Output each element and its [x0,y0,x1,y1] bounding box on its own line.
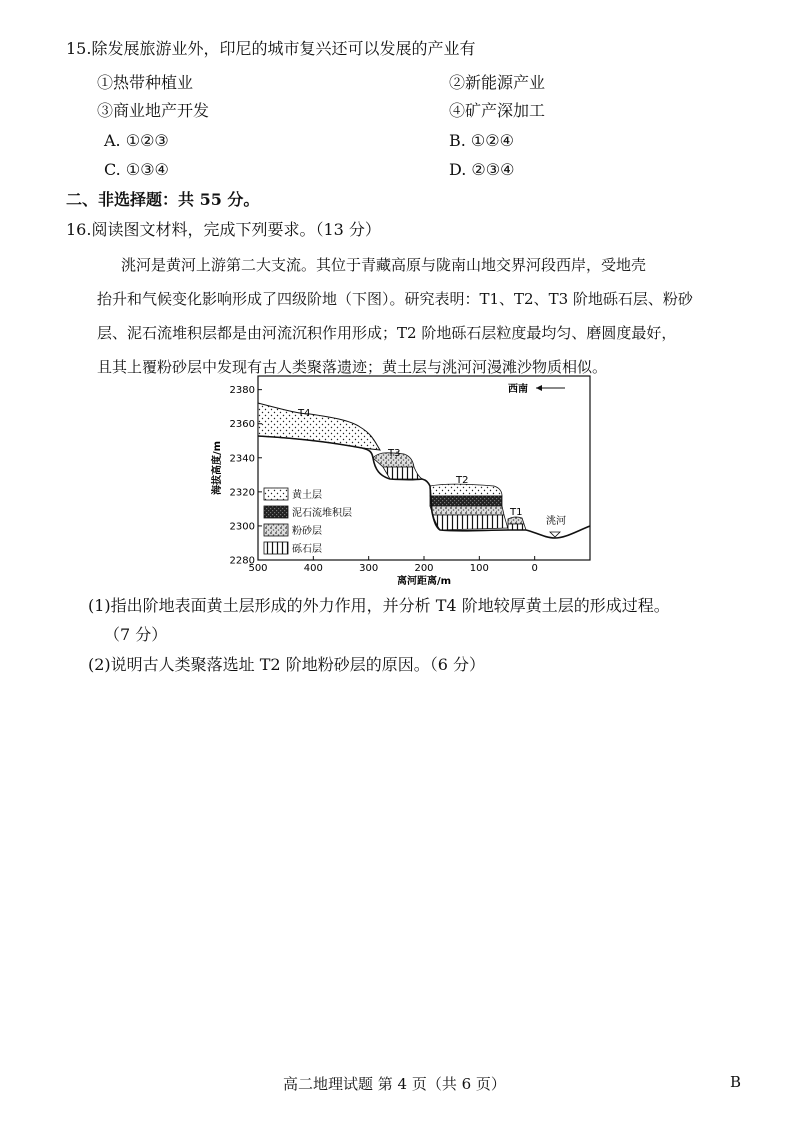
t1-gravel [508,524,526,530]
legend-swatch-gravel [264,542,288,554]
q15-option-1: ①热带种植业 [97,73,194,92]
y-tick-label: 2380 [229,385,255,397]
t2-silt [430,506,504,515]
x-tick-label: 400 [303,563,323,574]
y-tick-label: 2340 [229,453,255,465]
q15-choice-d: D. ②③④ [449,160,515,179]
y-tick-label: 2300 [229,521,255,533]
x-tick-label: 300 [359,563,379,574]
legend-label: 泥石流堆积层 [292,508,352,519]
y-tick-label: 2360 [229,419,255,431]
x-tick-label: 500 [248,563,268,574]
q15-option-3: ③商业地产开发 [97,101,210,120]
q16-sub1-score: （7 分） [104,625,168,644]
q15-option-4: ④矿产深加工 [449,101,546,120]
q15-choice-b: B. ①②④ [449,131,514,150]
legend-label: 黄土层 [292,490,322,501]
q15-choice-a: A. ①②③ [104,131,169,150]
river-label: 洮河 [546,516,566,527]
t2-debris [430,496,502,506]
y-tick-label: 2280 [229,555,255,567]
legend-swatch-silt [264,524,288,536]
y-tick-label: 2320 [229,487,255,499]
x-axis-label: 离河距离/m [396,576,452,587]
y-axis [230,385,262,566]
q16-sub1: (1)指出阶地表面黄土层形成的外力作用，并分析 T4 阶地较厚黄土层的形成过程。 [88,596,670,615]
q16-stem: 16.阅读图文材料，完成下列要求。（13 分） [66,220,381,239]
section-heading: 二、非选择题：共 55 分。 [66,190,260,209]
legend-label: 粉砂层 [292,526,322,537]
material-line: 抬升和气候变化影响形成了四级阶地（下图）。研究表明：T1、T2、T3 阶地砾石层、粉砂 [97,290,693,308]
t2-gravel [433,515,508,530]
direction-label: 西南 [508,384,528,395]
x-tick-label: 200 [414,563,434,574]
material-line: 洮河是黄河上游第二大支流。其位于青藏高原与陇南山地交界河段西岸，受地壳 [121,256,647,274]
legend-swatch-loess [264,488,288,500]
terrace-diagram [210,372,600,592]
page-footer: 高二地理试题 第 4 页（共 6 页） [283,1075,506,1093]
legend-label: 砾石层 [292,544,322,555]
terrace-label-t3: T3 [388,448,401,459]
q16-material [97,248,747,384]
x-tick-label: 0 [531,563,538,574]
terrace-label-t2: T2 [456,475,469,486]
q15-choice-c: C. ①③④ [104,160,169,179]
terrace-label-t1: T1 [510,507,523,518]
paper-version: B [730,1073,742,1091]
legend-swatch-debris [264,506,288,518]
x-tick-label: 100 [469,563,489,574]
material-line: 且其上覆粉砂层中发现有古人类聚落遗迹；黄土层与洮河河漫滩沙物质相似。 [97,358,608,376]
q15-option-2: ②新能源产业 [449,73,546,92]
y-axis-label: 海拔高度/m [212,440,223,496]
q16-sub2: (2)说明古人类聚落选址 T2 阶地粉砂层的原因。（6 分） [88,655,485,674]
terrace-label-t4: T4 [298,408,311,419]
material-line: 层、泥石流堆积层都是由河流沉积作用形成；T2 阶地砾石层粒度最均匀、磨圆度最好， [97,324,677,342]
q15-stem: 15.除发展旅游业外，印尼的城市复兴还可以发展的产业有 [66,39,476,58]
